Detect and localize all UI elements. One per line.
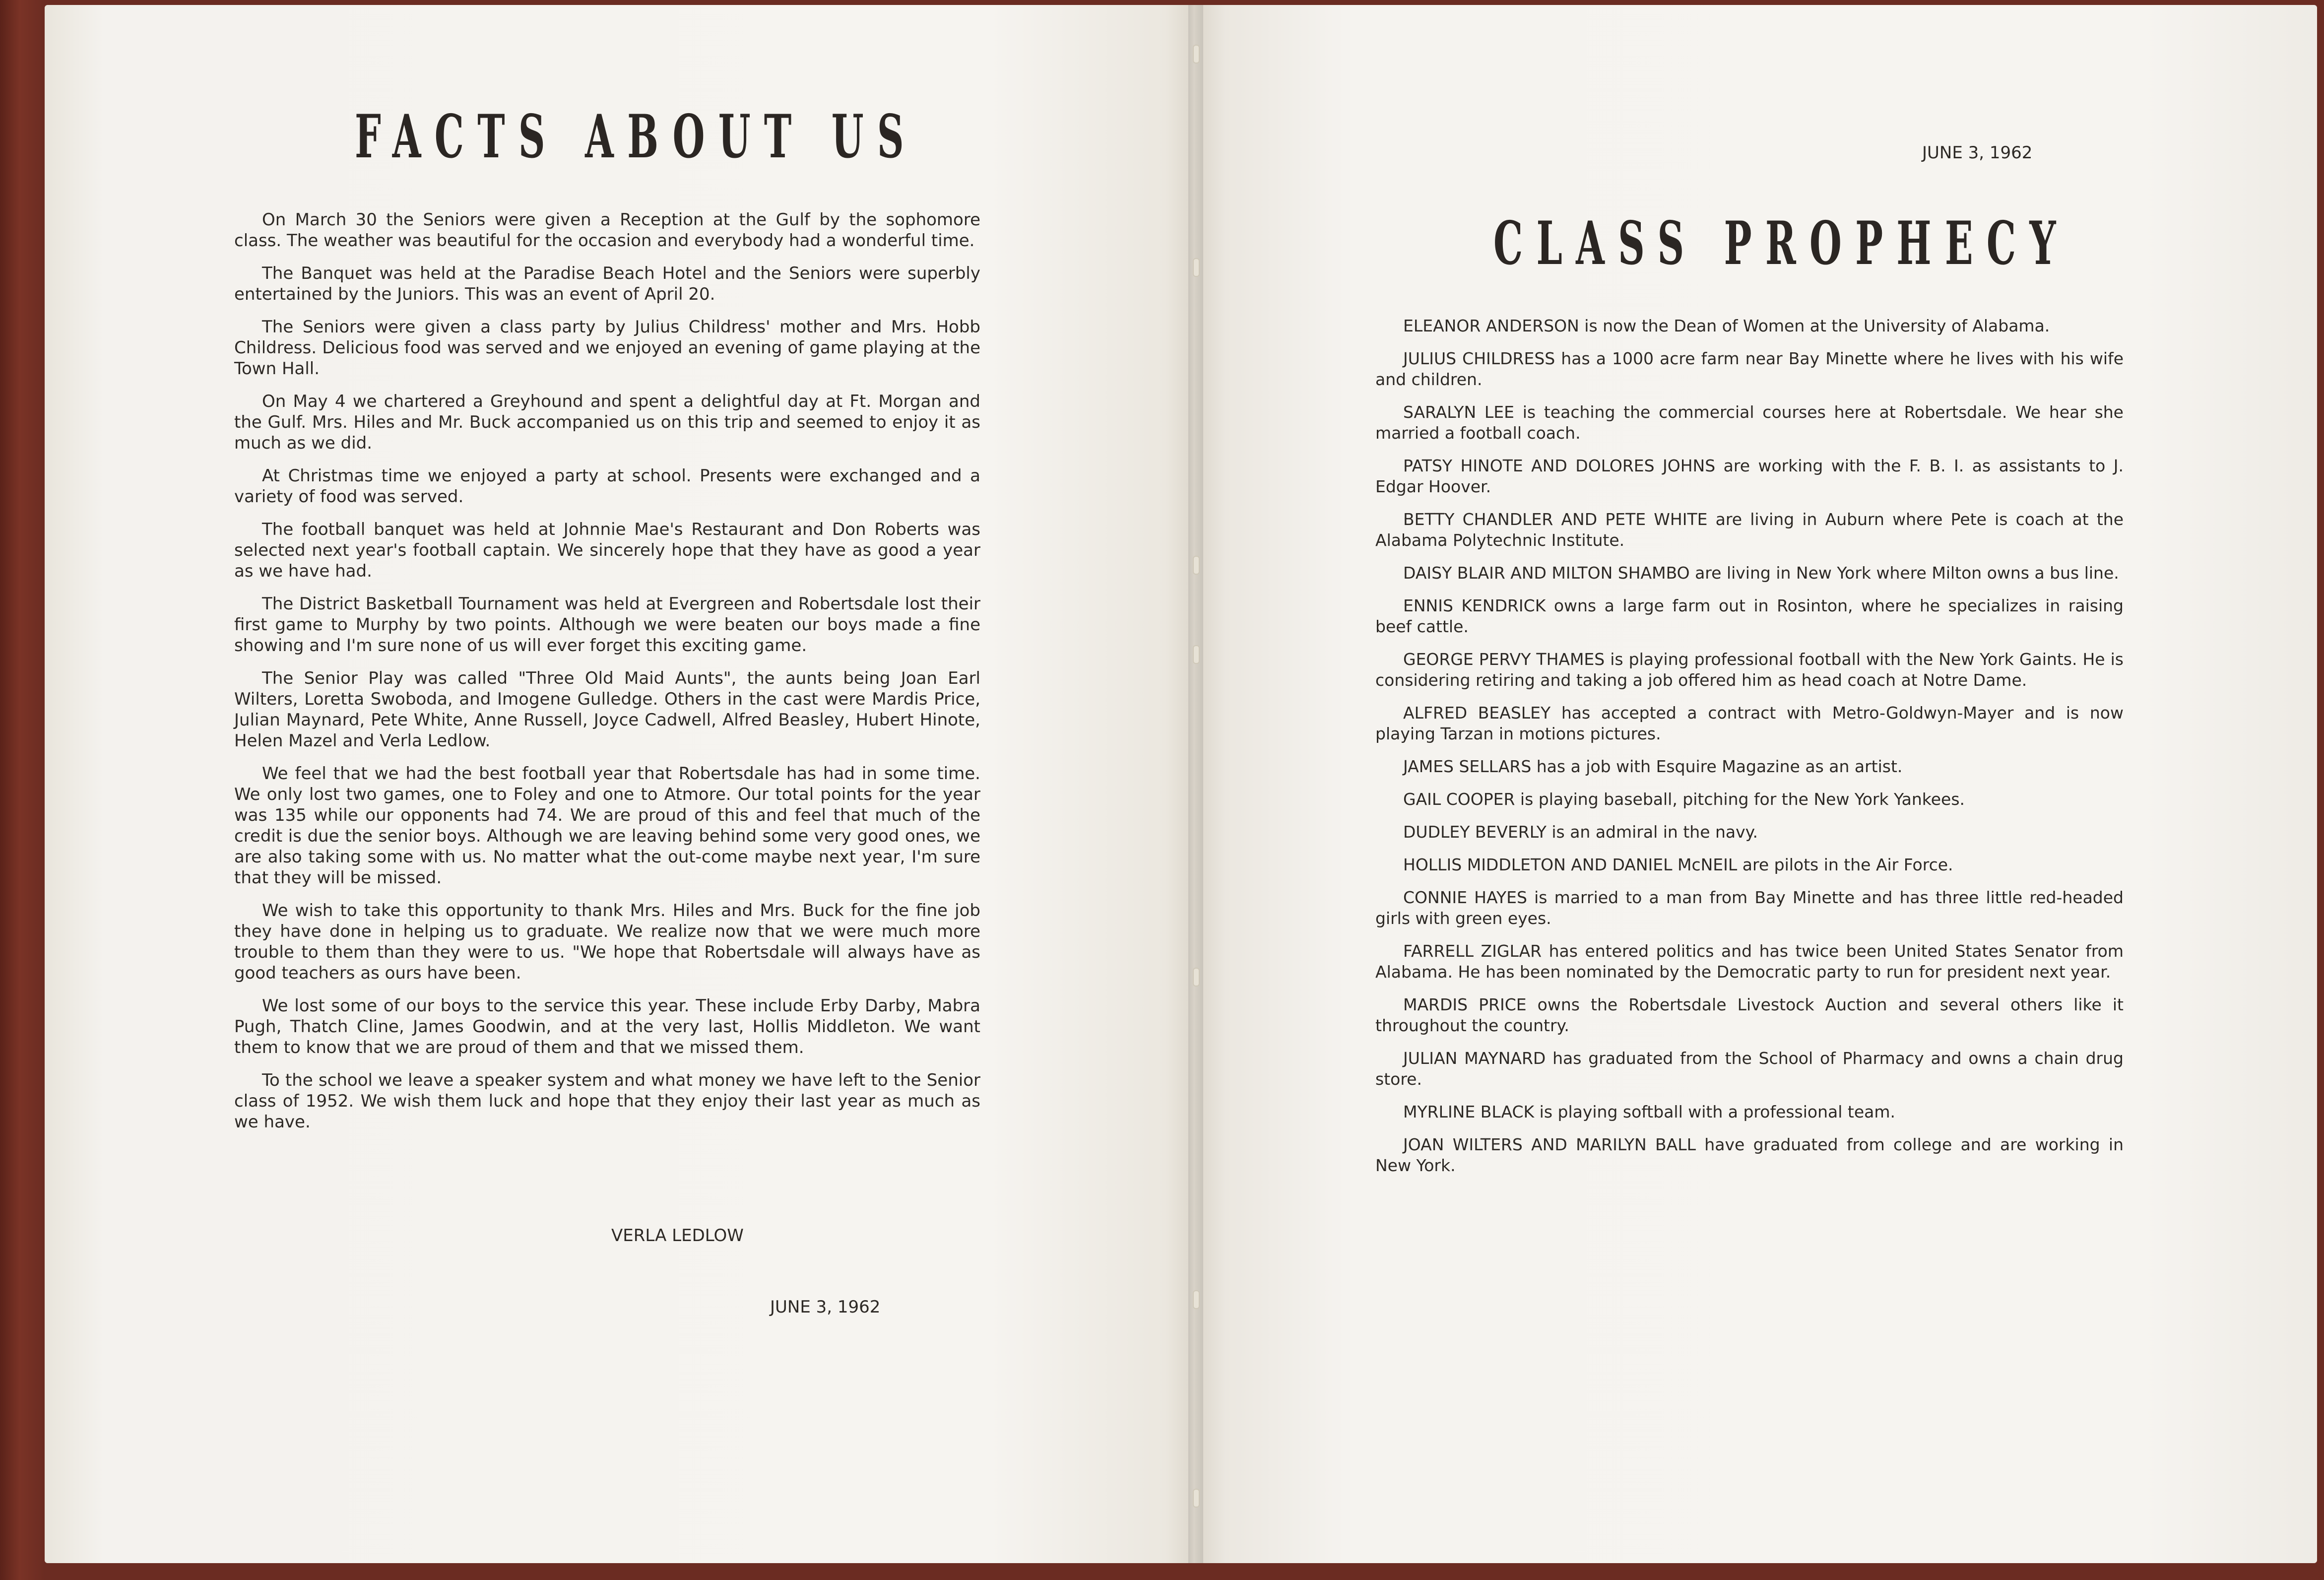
- body-paragraph: GEORGE PERVY THAMES is playing professional football with the New York Gaints. He is considering retiring and taking a job offered him as head coach at Notre Dame.: [1375, 650, 2124, 690]
- body-paragraph: The Seniors were given a class party by Julius Childress' mother and Mrs. Hobb Childress. Delicious food was served and we enjoyed an evening of game playing at the Town Hall.: [234, 317, 980, 379]
- facts-body: [234, 209, 980, 1144]
- body-paragraph: ELEANOR ANDERSON is now the Dean of Women at the University of Alabama.: [1403, 316, 2050, 335]
- binding-stitch: [1193, 258, 1200, 277]
- body-paragraph: PATSY HINOTE AND DOLORES JOHNS are working with the F. B. I. as assistants to J. Edgar Hoover.: [1375, 456, 2124, 496]
- body-paragraph: The District Basketball Tournament was held at Evergreen and Robertsdale lost their first game to Murphy by two points. Although we were beaten our boys made a fine showing and I'm sure none of us will ever forget this exciting game.: [234, 594, 980, 656]
- binding-stitch: [1193, 1489, 1200, 1508]
- facts-date: JUNE 3, 1962: [770, 1297, 881, 1317]
- body-paragraph: On May 4 we chartered a Greyhound and spent a delightful day at Ft. Morgan and the Gulf. Mrs. Hiles and Mr. Buck accompanied us on this trip and seemed to enjoy it as much as we did.: [234, 392, 980, 453]
- body-paragraph: DAISY BLAIR AND MILTON SHAMBO are living in New York where Milton owns a bus line.: [1403, 563, 2119, 583]
- body-paragraph: ENNIS KENDRICK owns a large farm out in Rosinton, where he specializes in raising beef cattle.: [1375, 596, 2124, 636]
- binding-stitch: [1193, 556, 1200, 575]
- binding-stitch: [1193, 1290, 1200, 1309]
- book-spine: [1188, 5, 1203, 1563]
- facts-title: FACTS ABOUT US: [355, 102, 917, 172]
- body-paragraph: HOLLIS MIDDLETON AND DANIEL McNEIL are pilots in the Air Force.: [1403, 855, 1953, 874]
- body-paragraph: MARDIS PRICE owns the Robertsdale Livestock Auction and several others like it throughout the country.: [1375, 995, 2124, 1035]
- prophecy-body: [1375, 316, 2124, 1188]
- body-paragraph: We wish to take this opportunity to thank Mrs. Hiles and Mrs. Buck for the fine job they have done in helping us to graduate. We realize now that we were much more trouble to them than they were to us. "We hope that Robertsdale will always have as good teachers as ours have been.: [234, 901, 980, 983]
- body-paragraph: JULIUS CHILDRESS has a 1000 acre farm near Bay Minette where he lives with his wife and children.: [1375, 349, 2124, 389]
- body-paragraph: The Banquet was held at the Paradise Beach Hotel and the Seniors were superbly entertained by the Juniors. This was an event of April 20.: [234, 263, 980, 304]
- binding-stitch: [1193, 45, 1200, 64]
- body-paragraph: SARALYN LEE is teaching the commercial courses here at Robertsdale. We hear she married a football coach.: [1375, 402, 2124, 443]
- body-paragraph: On March 30 the Seniors were given a Reception at the Gulf by the sophomore class. The weather was beautiful for the occasion and everybody had a wonderful time.: [234, 210, 980, 251]
- body-paragraph: FARRELL ZIGLAR has entered politics and has twice been United States Senator from Alabama. He has been nominated by the Democratic party to run for president next year.: [1375, 941, 2124, 982]
- body-paragraph: ALFRED BEASLEY has accepted a contract with Metro-Goldwyn-Mayer and is now playing Tarzan in motions pictures.: [1375, 703, 2124, 743]
- body-paragraph: BETTY CHANDLER AND PETE WHITE are living in Auburn where Pete is coach at the Alabama Polytechnic Institute.: [1375, 510, 2124, 550]
- body-paragraph: We feel that we had the best football year that Robertsdale has had in some time. We only lost two games, one to Foley and one to Atmore. Our total points for the year was 135 while our opponents had 74. We are proud of this and feel that much of the credit is due the senior boys. Although we are leaving behind some very good ones, we are also taking some with us. No matter what the out-come maybe next year, I'm sure that they will be missed.: [234, 764, 980, 888]
- binding-stitch: [1193, 645, 1200, 664]
- body-paragraph: GAIL COOPER is playing baseball, pitching for the New York Yankees.: [1403, 790, 1965, 809]
- body-paragraph: We lost some of our boys to the service this year. These include Erby Darby, Mabra Pugh, Thatch Cline, James Goodwin, and at the very last, Hollis Middleton. We want them to know that we are proud of them and that we missed them.: [234, 996, 980, 1057]
- body-paragraph: The Senior Play was called "Three Old Maid Aunts", the aunts being Joan Earl Wilters, Loretta Swoboda, and Imogene Gulledge. Others in the cast were Mardis Price, Julian Maynard, Pete White, Anne Russell, Joyce Cadwell, Alfred Beasley, Hubert Hinote, Helen Mazel and Verla Ledlow.: [234, 668, 980, 751]
- body-paragraph: JAMES SELLARS has a job with Esquire Magazine as an artist.: [1403, 757, 1903, 776]
- prophecy-date: JUNE 3, 1962: [1922, 143, 2033, 163]
- body-paragraph: JULIAN MAYNARD has graduated from the School of Pharmacy and owns a chain drug store.: [1375, 1049, 2124, 1089]
- binding-stitch: [1193, 968, 1200, 987]
- facts-author: VERLA LEDLOW: [611, 1226, 744, 1246]
- body-paragraph: JOAN WILTERS AND MARILYN BALL have graduated from college and are working in New York.: [1375, 1135, 2124, 1175]
- body-paragraph: MYRLINE BLACK is playing softball with a professional team.: [1403, 1102, 1895, 1121]
- prophecy-title: CLASS PROPHECY: [1493, 208, 2069, 278]
- body-paragraph: At Christmas time we enjoyed a party at school. Presents were exchanged and a variety of food was served.: [234, 466, 980, 507]
- body-paragraph: CONNIE HAYES is married to a man from Bay Minette and has three little red-headed girls with green eyes.: [1375, 888, 2124, 928]
- body-paragraph: To the school we leave a speaker system and what money we have left to the Senior class of 1952. We wish them luck and hope that they enjoy their last year as much as we have.: [234, 1070, 980, 1132]
- body-paragraph: DUDLEY BEVERLY is an admiral in the navy.: [1403, 822, 1758, 842]
- body-paragraph: The football banquet was held at Johnnie Mae's Restaurant and Don Roberts was selected next year's football captain. We sincerely hope that they have as good a year as we have had.: [234, 520, 980, 581]
